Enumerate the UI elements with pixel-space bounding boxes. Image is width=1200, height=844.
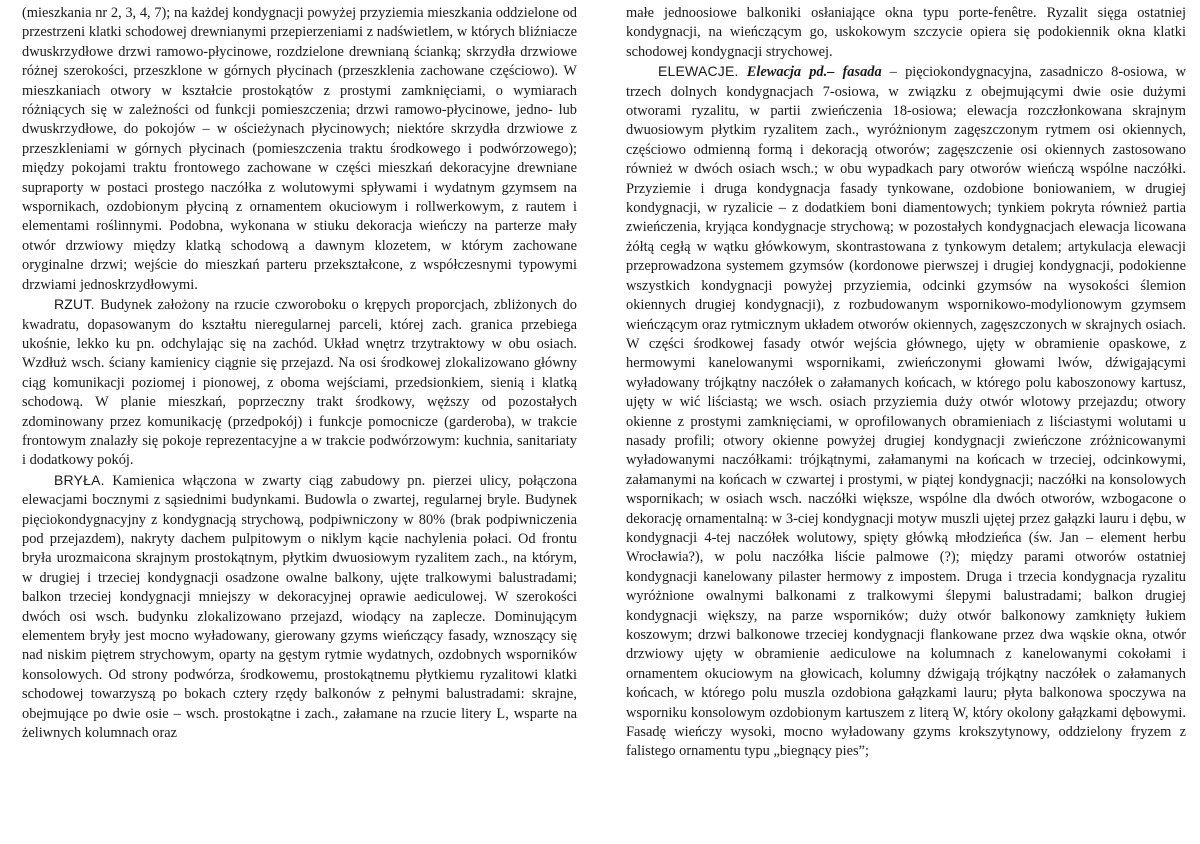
rzut-text: Budynek założony na rzucie czworoboku o krępych proporcjach, zbliżonych do kwadratu, dopasowanym do kształtu nieregularnej parceli, której zach. granica przebiega ukośnie, lekko ku pn. odchylając się na zachód. Układ wnętrz trzytraktowy w obu osiach. Wzdłuż wsch. ściany kamienicy ciągnie się przejazd. Na osi środkowej zlokalizowano główny ciąg komunikacji poziomej i pionowej, z oboma wejściami, przedsionkiem, sienią i klatką schodową. W planie mieszkań, poprzeczny trakt środkowy, węższy od pozostałych zdominowany przez komunikację (przedpokój) i funkcje pomocnicze (garderoba), w trakcie frontowym znalazły się pokoje reprezentacyjne a w trakcie podwórzowym: kuchnia, sanitariaty i dodatkowy pokój. [22, 297, 577, 469]
paragraph-elewacje [626, 62, 1186, 762]
heading-bryla: BRYŁA. [54, 471, 105, 488]
left-column [22, 4, 577, 844]
right-column [626, 4, 1186, 844]
elewacje-text: – pięciokondygnacyjna, zasadniczo 8-osiowa, w trzech dolnych kondygnacjach 7-osiowa, w związku z obejmującymi dwie osie dużymi otworami ryzalitu, w partii zwieńczenia 18-osiowa; elewacja rozczłonkowana skrajnym dwuosiowym płytkim ryzalitem zach., wyróżnionym zagęszczonym rytmem osi okiennych, częściowo odmienną formą i dekoracją otworów; zagęszczenie osi okiennych zastosowano również w dwóch osiach wsch.; w obu wypadkach pary otworów wieńczą wspólne naczółki. Przyziemie i druga kondygnacja fasady tynkowane, ozdobione boniowaniem, w drugiej kondygnacji, w ryzalicie – z dodatkiem boni diamentowych; tynkiem pokryta również partia zwieńczenia, kryjąca kondygnacje strychową; w pozostałych kondygnacjach elewacja licowana żółtą cegłą w wątku główkowym, skontrastowana z tynkowym detalem; artykulacja elewacji przeprowadzona systemem gzymsów (kordonowe pierwszej i drugiej kondygnacji, podokienne wszystkich kondygnacji powyżej przyziemia, odcinki gzymsów na wysokości ślemion okiennych drugiej kondygnacji), z rozbudowanym wspornikowo-modylionowym gzymsem wieńczącym oraz rytmicznym układem otworów okiennych, zagęszczonych w skrajnych osiach. W części środkowej fasady otwór wejścia głównego, ujęty w obramienie opaskowe, z hermowymi kanelowanymi wspornikami, zwieńczonymi głowami lwów, dźwigającymi wyładowany trójkątny naczółek o załamanych końcach, w którego polu kaboszonowy kartusz, ujęty w wić liściastą; we wsch. osiach przyziemia duży otwór wlotowy przejazdu; otwory okienne z prostymi zamknięciami, w oprofilowanych obramieniach z liściastymi wolutami u nasady profili; otwory okienne powyżej drugiej kondygnacji zwieńczone zróżnicowanymi wyładowanymi naczółkami: trójkątnymi, załamanymi na końcach w trzeciej, odcinkowymi, załamanymi na końcach w czwartej i prostymi, w piątej kondygnacji; naczółki na konsolowych wspornikach; w osiach wsch. naczółki większe, wspólne dla dwóch otworów, wzbogacone o dekorację ornamentalną: w 3-ciej kondygnacji motyw muszli ujętej przez gałązki lauru i dębu, w kondygnacji 4-tej naczółek wolutowy, spięty główką młodzieńca (św. Jan – element herbu Wrocławia?), w polu naczółka liście palmowe (?); między parami otworów ostatniej kondygnacji kanelowany pilaster hermowy z impostem. Druga i trzecia kondygnacja ryzalitu wyróżnione owalnymi balkonami z tralkowymi ślepymi balustradami; balkon drugiej kondygnacji większy, na parze wsporników; duży otwór balkonowy zamknięty łukiem koszowym; drzwi balkonowe trzeciej kondygnacji flankowane przez dwa wąskie okna, otwór drzwiowy ujęty w obramienie aediculowe na kolumnach z kanelowanymi cokołami i ornamentem okuciowym na głowicach, kolumny dźwigają trójkątny naczółek o załamanych końcach, w którego polu muszla ozdobiona gałązkami lauru; płyta balkonowa spoczywa na wsporniku konsolowym ozdobionym kartuszem z literą W, który okolony gałązkami dębowymi. Fasadę wieńczy wysoki, mocno wyładowany gzyms krokszytynowy, oddzielony fryzem z falistego ornamentu typu „biegnący pies”; [626, 64, 1186, 760]
heading-elewacje: ELEWACJE. [658, 63, 739, 80]
subheading-elewacja-fasada: Elewacja pd.– fasada [746, 64, 882, 81]
paragraph-balkoniki: małe jednoosiowe balkoniki osłaniające okna typu porte-fenêtre. Ryzalit sięga ostatniej kondygnacji, na wieńczącym go, uskokowym szczycie opiera się podokiennik okna klatki schodowej kondygnacji strychowej. [626, 5, 1186, 60]
paragraph-rzut [22, 295, 577, 471]
paragraph-mieszkania: (mieszkania nr 2, 3, 4, 7); na każdej kondygnacji powyżej przyziemia mieszkania oddzielone od przestrzeni klatki schodowej drewnianymi przepierzeniami z nadświetlem, w których bliźniacze dwuskrzydłowe drzwi ramowo-płycinowe, rozdzielone drewnianą ścianką; skrzydła drzwiowe różnej szerokości, przeszklone w górnych płycinach (przeszklenia zachowane częściowo). W mieszkaniach otwory w kształcie prostokątów z prostymi zamknięciami, o wymiarach różniących się w zależności od funkcji pomieszczenia; drzwi ramowo-płycinowe, jedno- lub dwuskrzydłowe, do pokojów – w ościeżynach płycinowych; niektóre skrzydła drzwiowe z przeszkleniami w górnych płycinach (pomieszczenia traktu środkowego i podwórzowego); między pokojami traktu frontowego zachowane w części mieszkań dekoracyjne drewniane supraporty w postaci prostego naczółka z wolutowymi spływami i wydatnym gzymsem na wspornikach, ozdobionym płyciną z ornamentem okuciowym i rollwerkowym, z rautem i elementami roślinnymi. Podobna, wykonana w stiuku dekoracja wieńczy na parterze mały otwór drzwiowy między klatką schodową a dawnym klozetem, w którym zachowane oryginalne drzwi; wejście do mieszkań parteru przekształcone, z współczesnymi typowymi drzwiami jednoskrzydłowymi. [22, 5, 577, 293]
paragraph-bryla [22, 471, 577, 744]
heading-rzut: RZUT. [54, 296, 95, 313]
bryla-text: Kamienica włączona w zwarty ciąg zabudowy pn. pierzei ulicy, połączona elewacjami bocznymi z sąsiednimi budynkami. Budowla o zwartej, regularnej bryle. Budynek pięciokondygnacyjny z kondygnacją strychową, podpiwniczony w 80% (brak podpiwniczenia pod przejazdem), nakryty dachem pulpitowym o niklym kącie nachylenia połaci. Od frontu bryła urozmaicona skrajnym prostokątnym, płytkim dwuosiowym ryzalitem zach., na którym, w drugiej i trzeciej kondygnacji osadzone owalne balkony, ujęte tralkowymi balustradami; balkon trzeciej kondygnacji mniejszy w dekoracyjnej oprawie aediculowej. W szerokości dwóch osi wsch. budynku zlokalizowano przejazd, wiodący na zaplecze. Dominującym elementem bryły jest mocno wyładowany, gierowany gzyms wieńczący fasady, wznoszący się nad niskim piętrem strychowym, oparty na gęstym rytmie wydatnych, ozdobnych wsporników konsolowych. Od strony podwórza, środkowemu, prostokątnemu płytkiemu ryzalitowi klatki schodowej towarzyszą po bokach cztery rzędy balkonów z pełnymi balustradami: skrajne, obejmujące po dwie osie – wsch. prostokątne i zach., załamane na rzucie litery L, wsparte na żeliwnych kolumnach oraz [22, 472, 577, 742]
